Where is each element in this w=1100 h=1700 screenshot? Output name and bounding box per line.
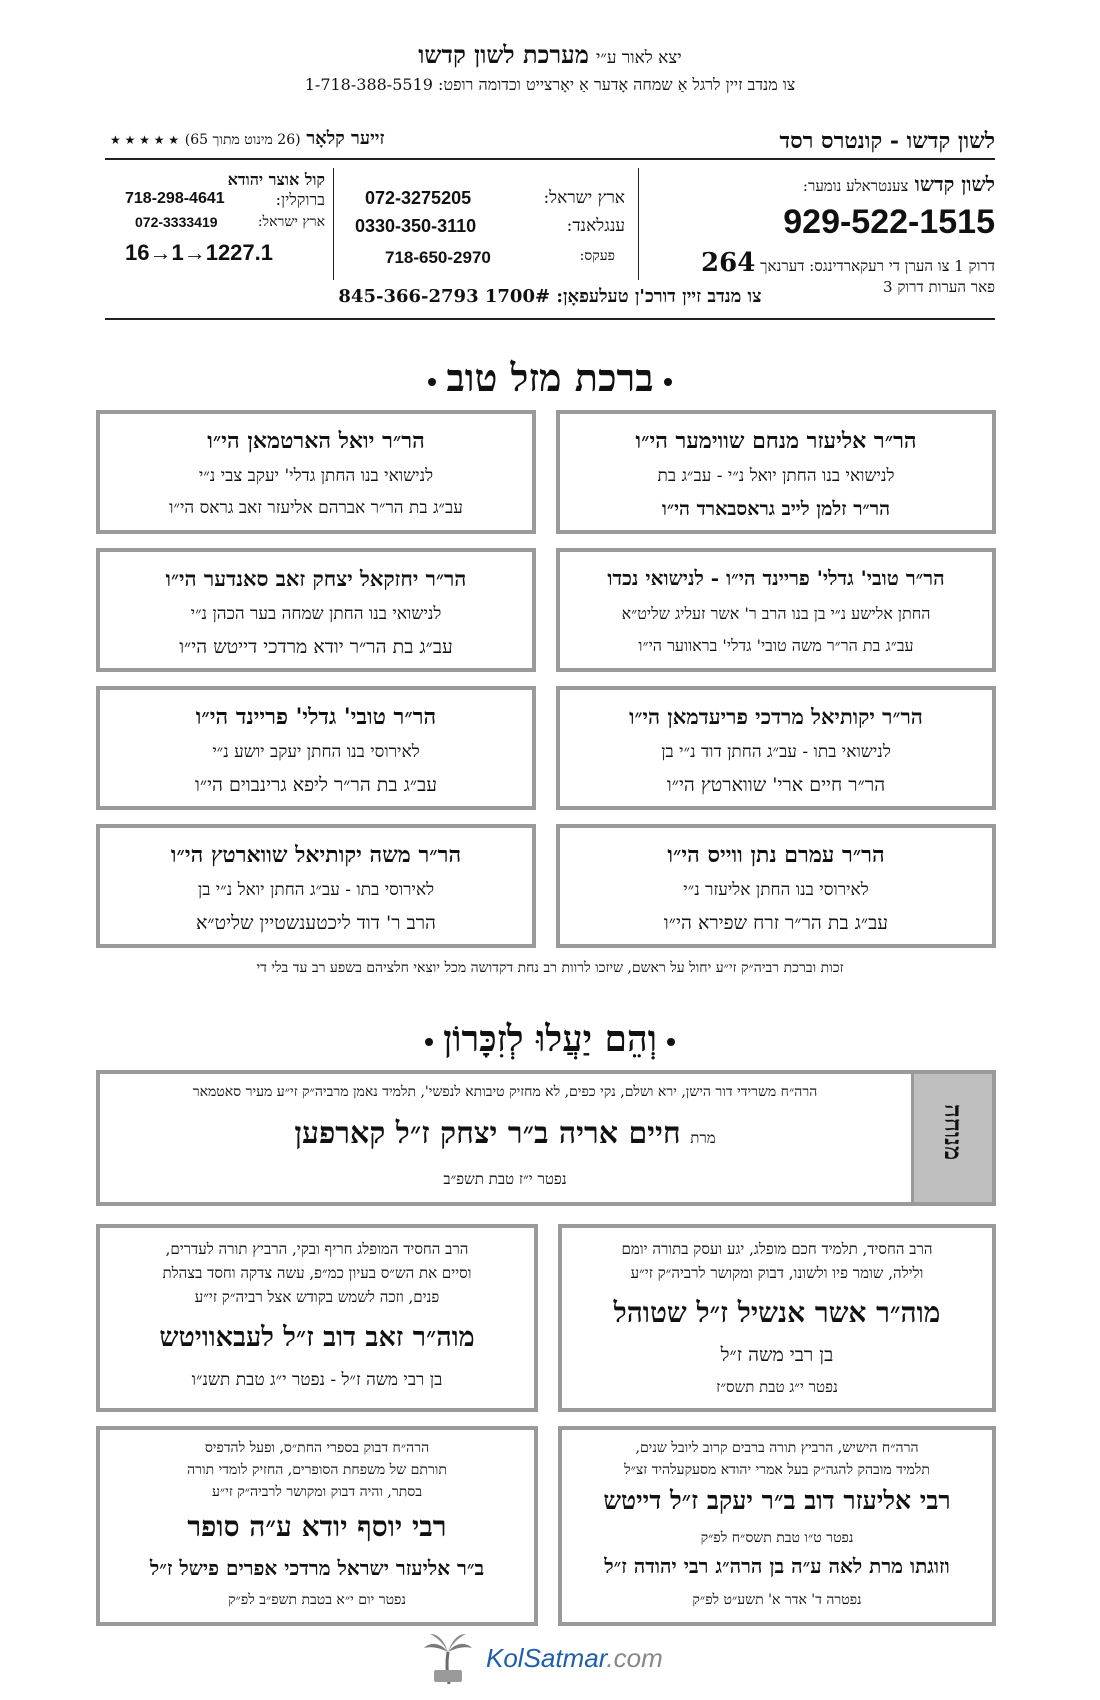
memorial-date: נפטר ט״ו טבת תשס״ח לפ״ק (700, 1530, 854, 1546)
card-line-1: הר״ר טובי' גדלי' פריינד הי״ו - לנישואי נכדו (607, 566, 945, 590)
rating-stars: ★ ★ ★ ★ ★ (110, 133, 180, 147)
israel-label: ארץ ישראל: (257, 214, 325, 230)
fax-label: פעקס: (579, 248, 615, 264)
side-label: מנוחה (939, 1104, 968, 1161)
main-phone-number: 929-522-1515 (783, 203, 995, 241)
card-line-3: הרב ר' דוד ליכטענשטיין שליט״א (196, 912, 436, 934)
card-line-2: החתן אלישע נ״י בן בנו הרב ר' אשר זעליג שליט״א (621, 604, 931, 623)
memorial-spouse-date: נפטרה ד' אדר א' תשע״ט לפ״ק (692, 1592, 862, 1608)
card-line-2: לנישואי בנו החתן גדלי' יעקב צבי נ״י (198, 466, 434, 486)
publisher-line (0, 40, 1100, 70)
speaker-name: זייער קלאָר (306, 128, 385, 149)
blessing-footer: זכות וברכת רביה״ק זי״ע יחול על ראשם, שיזכו לרוות רב נחת דקדושה מכל יוצאי חלציהם בשפע רב עד בלי די (256, 960, 844, 976)
memorial-heading (0, 1018, 1100, 1060)
palm-tree-icon (420, 1630, 476, 1686)
bullet-icon (667, 1038, 675, 1046)
brooklyn-number: 718-298-4641 (125, 190, 225, 207)
fax-number: 718-650-2970 (385, 248, 491, 267)
brooklyn-label: ברוקלין: (275, 190, 325, 209)
memorial-card (558, 1224, 996, 1412)
card-line-3: עב״ג בת הר״ר זרח שפירא הי״ו (663, 912, 889, 934)
card-line-2: לנישואי בתו - עב״ג החתן דוד נ״י בן (661, 742, 891, 762)
card-line-3: הר״ר חיים ארי' שווארטץ הי״ו (666, 774, 886, 796)
memorial-title: וְהֵם יַעֲלוּ לְזִכָּרוֹן (443, 1018, 657, 1060)
memorial-main-desc: הרה״ח משרידי דור הישן, ירא ושלם, נקי כפים, לא מחזיק טיבותא לנפשי', תלמיד נאמן מרביה״ק זי״ע מעיר סאטמאר (192, 1084, 818, 1100)
contact-middle (345, 188, 625, 276)
divider-left (333, 168, 334, 280)
press-value: 264 (701, 248, 756, 278)
issue-title: לשון קדשו - קונטרס רסד (779, 128, 995, 154)
mazal-tov-card (556, 548, 996, 672)
mazal-tov-heading (0, 355, 1100, 401)
contact-left-title: קול אוצר יהודא (227, 170, 325, 189)
card-line-1: הר״ר יחזקאל יצחק זאב סאנדער הי״ו (165, 566, 467, 591)
bullet-icon (428, 378, 436, 386)
memorial-date: בן רבי משה ז״ל - נפטר י״ג טבת תשנ״ו (191, 1370, 443, 1390)
mazal-tov-card (96, 410, 536, 534)
card-line-3: הר״ר זלמן לייב גראסבארד הי״ו (662, 498, 890, 520)
memorial-desc-2: תורתם של משפחת הסופרים, החזיק לומדי תורה (187, 1462, 447, 1478)
memorial-date: נפטר יום י״א בטבת תשפ״ב לפ״ק (228, 1592, 406, 1608)
logo-suffix: .com (606, 1642, 663, 1673)
mazal-tov-card (556, 410, 996, 534)
memorial-main-card (96, 1070, 996, 1206)
memorial-desc-1: הרב החסיד המופלג חריף ובקי, הרביץ תורה לעדרים, (165, 1240, 469, 1258)
memorial-desc-1: הרה״ח הישיש, הרביץ תורה ברבים קרוב ליובל שנים, (635, 1440, 919, 1456)
card-line-2: לאירוסי בתו - עב״ג החתן יואל נ״י בן (197, 880, 435, 900)
donate-phone-line: צו מנדב זיין דורכ'ן טעלעפאָן: 1700# 845-366-2793 (338, 286, 762, 307)
memorial-desc-3: פנים, וזכה לשמש בקודש אצל רביה״ק זי״ע (194, 1288, 440, 1306)
bullet-icon (425, 1038, 433, 1046)
notes-label: פאר הערות דרוק 3 (883, 278, 995, 296)
speaker-line (110, 128, 530, 149)
contact-right-subtitle: צענטראלע נומער: (802, 177, 909, 195)
card-line-3: עב״ג בת הר״ר ליפא גרינבוים הי״ו (195, 774, 437, 796)
memorial-card (96, 1426, 538, 1626)
memorial-desc-1: הרב החסיד, תלמיד חכם מופלג, יגע ועסק בתורה יומם (621, 1240, 933, 1258)
duration-note: (26 מינוט מתוך 65) (184, 132, 301, 148)
memorial-main-date: נפטר י״ז טבת תשפ״ב (443, 1170, 567, 1188)
card-line-1: הר״ר טובי' גדלי' פריינד הי״ו (195, 704, 437, 730)
phone-label-israel: ארץ ישראל: (543, 188, 625, 208)
mazal-tov-card (556, 686, 996, 810)
card-line-2: לנישואי בנו החתן יואל נ״י - עב״ג בת (657, 466, 895, 486)
memorial-name: מוה״ר אשר אנשיל ז״ל שטוהל (613, 1296, 941, 1329)
kolsatmar-logo[interactable] (420, 1630, 663, 1686)
memorial-main-name-line (108, 1116, 902, 1151)
contact-left (125, 170, 325, 266)
phone-number-israel: 072-3275205 (365, 188, 472, 208)
memorial-desc-3: בסתר, והיה דבוק ומקושר לרביה״ק זי״ע (211, 1484, 422, 1500)
card-line-1: הר״ר עמרם נתן ווייס הי״ו (667, 842, 885, 868)
card-line-3: עב״ג בת הר״ר אברהם אליעזר זאב גראס הי״ו (169, 498, 463, 518)
phone-label-england: ענגלאנד: (566, 216, 625, 236)
card-line-1: הר״ר יקותיאל מרדכי פריעדמאן הי״ו (629, 704, 923, 729)
card-line-2: לאירוסי בנו החתן יעקב יושע נ״י (212, 742, 420, 762)
contact-right-title: לשון קדשו (914, 172, 995, 196)
memorial-card (96, 1224, 538, 1412)
memorial-desc-1: הרה״ח דבוק בספרי החת״ס, ופעל להדפיס (204, 1440, 430, 1456)
mazal-tov-card (96, 548, 536, 672)
press-label: דרוק 1 צו הערן די רעקארדינגס: דערנאך (760, 257, 995, 275)
memorial-name: מוה״ר זאב דוב ז״ל לעבאוויטש (159, 1322, 475, 1353)
dedication-info: צו מנדב זיין לרגל אַ שמחה אָדער אַ יאָרצייט וכדומה רופט: 1-718-388-5519 (304, 75, 796, 94)
mazal-tov-card (96, 686, 536, 810)
memorial-card (558, 1426, 996, 1626)
card-line-2: לנישואי בנו החתן שמחה בער הכהן נ״י (190, 604, 442, 624)
bullet-icon (664, 378, 672, 386)
card-line-3: עב״ג בת הר״ר יודא מרדכי דייטש הי״ו (179, 636, 453, 658)
memorial-desc-2: תלמיד מובהק להגה״ק בעל אמרי יהודא מסעקעלהיד זצ״ל (624, 1462, 930, 1478)
logo-text: KolSatmar (486, 1642, 607, 1673)
phone-number-england: 0330-350-3110 (355, 216, 477, 236)
divider-right (638, 168, 639, 280)
publisher-prefix: יצא לאור ע״י (595, 48, 682, 68)
contact-right (665, 172, 995, 297)
memorial-father: ב״ר אליעזר ישראל מרדכי אפרים פישל ז״ל (149, 1556, 485, 1580)
card-line-2: לאירוסי בנו החתן אליעזר נ״י (683, 880, 869, 900)
extension-code: 16→1→1227.1 (125, 240, 273, 265)
israel-number: 072-3333419 (135, 214, 218, 230)
mazal-tov-card (556, 824, 996, 948)
memorial-main-prefix: מרת (690, 1129, 716, 1147)
memorial-name: רבי אליעזר דוב ב״ר יעקב ז״ל דייטש (603, 1486, 951, 1515)
card-line-1: הר״ר אליעזר מנחם שווימער הי״ו (635, 428, 917, 454)
card-line-1: הר״ר משה יקותיאל שווארטץ הי״ו (170, 842, 462, 868)
publisher-name: מערכת לשון קדשו (418, 40, 589, 69)
memorial-date: נפטר י״ג טבת תשס״ז (716, 1378, 838, 1396)
mazal-tov-title: ברכת מזל טוב (446, 355, 654, 400)
top-rule (105, 158, 995, 160)
memorial-main-name: חיים אריה ב״ר יצחק ז״ל קארפען (294, 1116, 681, 1151)
memorial-name: רבי יוסף יודא ע״ה סופר (187, 1510, 447, 1543)
card-line-3: עב״ג בת הר״ר משה טובי' גדלי' בראווער הי״ו (638, 636, 914, 655)
memorial-father: בן רבי משה ז״ל (720, 1344, 834, 1366)
memorial-desc-2: ולילה, שומר פיו ולשונו, דבוק ומקושר לרביה״ק זי״ע (630, 1264, 924, 1282)
mazal-tov-card (96, 824, 536, 948)
contact-bottom-rule (105, 318, 995, 320)
memorial-spouse-name: וזוגתו מרת לאה ע״ה בן הרה״ג רבי יהודה ז״ל (604, 1554, 950, 1578)
memorial-desc-2: וסיים את הש״ס בעיון כמ״פ, עשה צדקה וחסד בצהלת (162, 1264, 472, 1282)
card-line-1: הר״ר יואל הארטמאן הי״ו (207, 428, 425, 454)
side-label-panel (911, 1074, 992, 1202)
